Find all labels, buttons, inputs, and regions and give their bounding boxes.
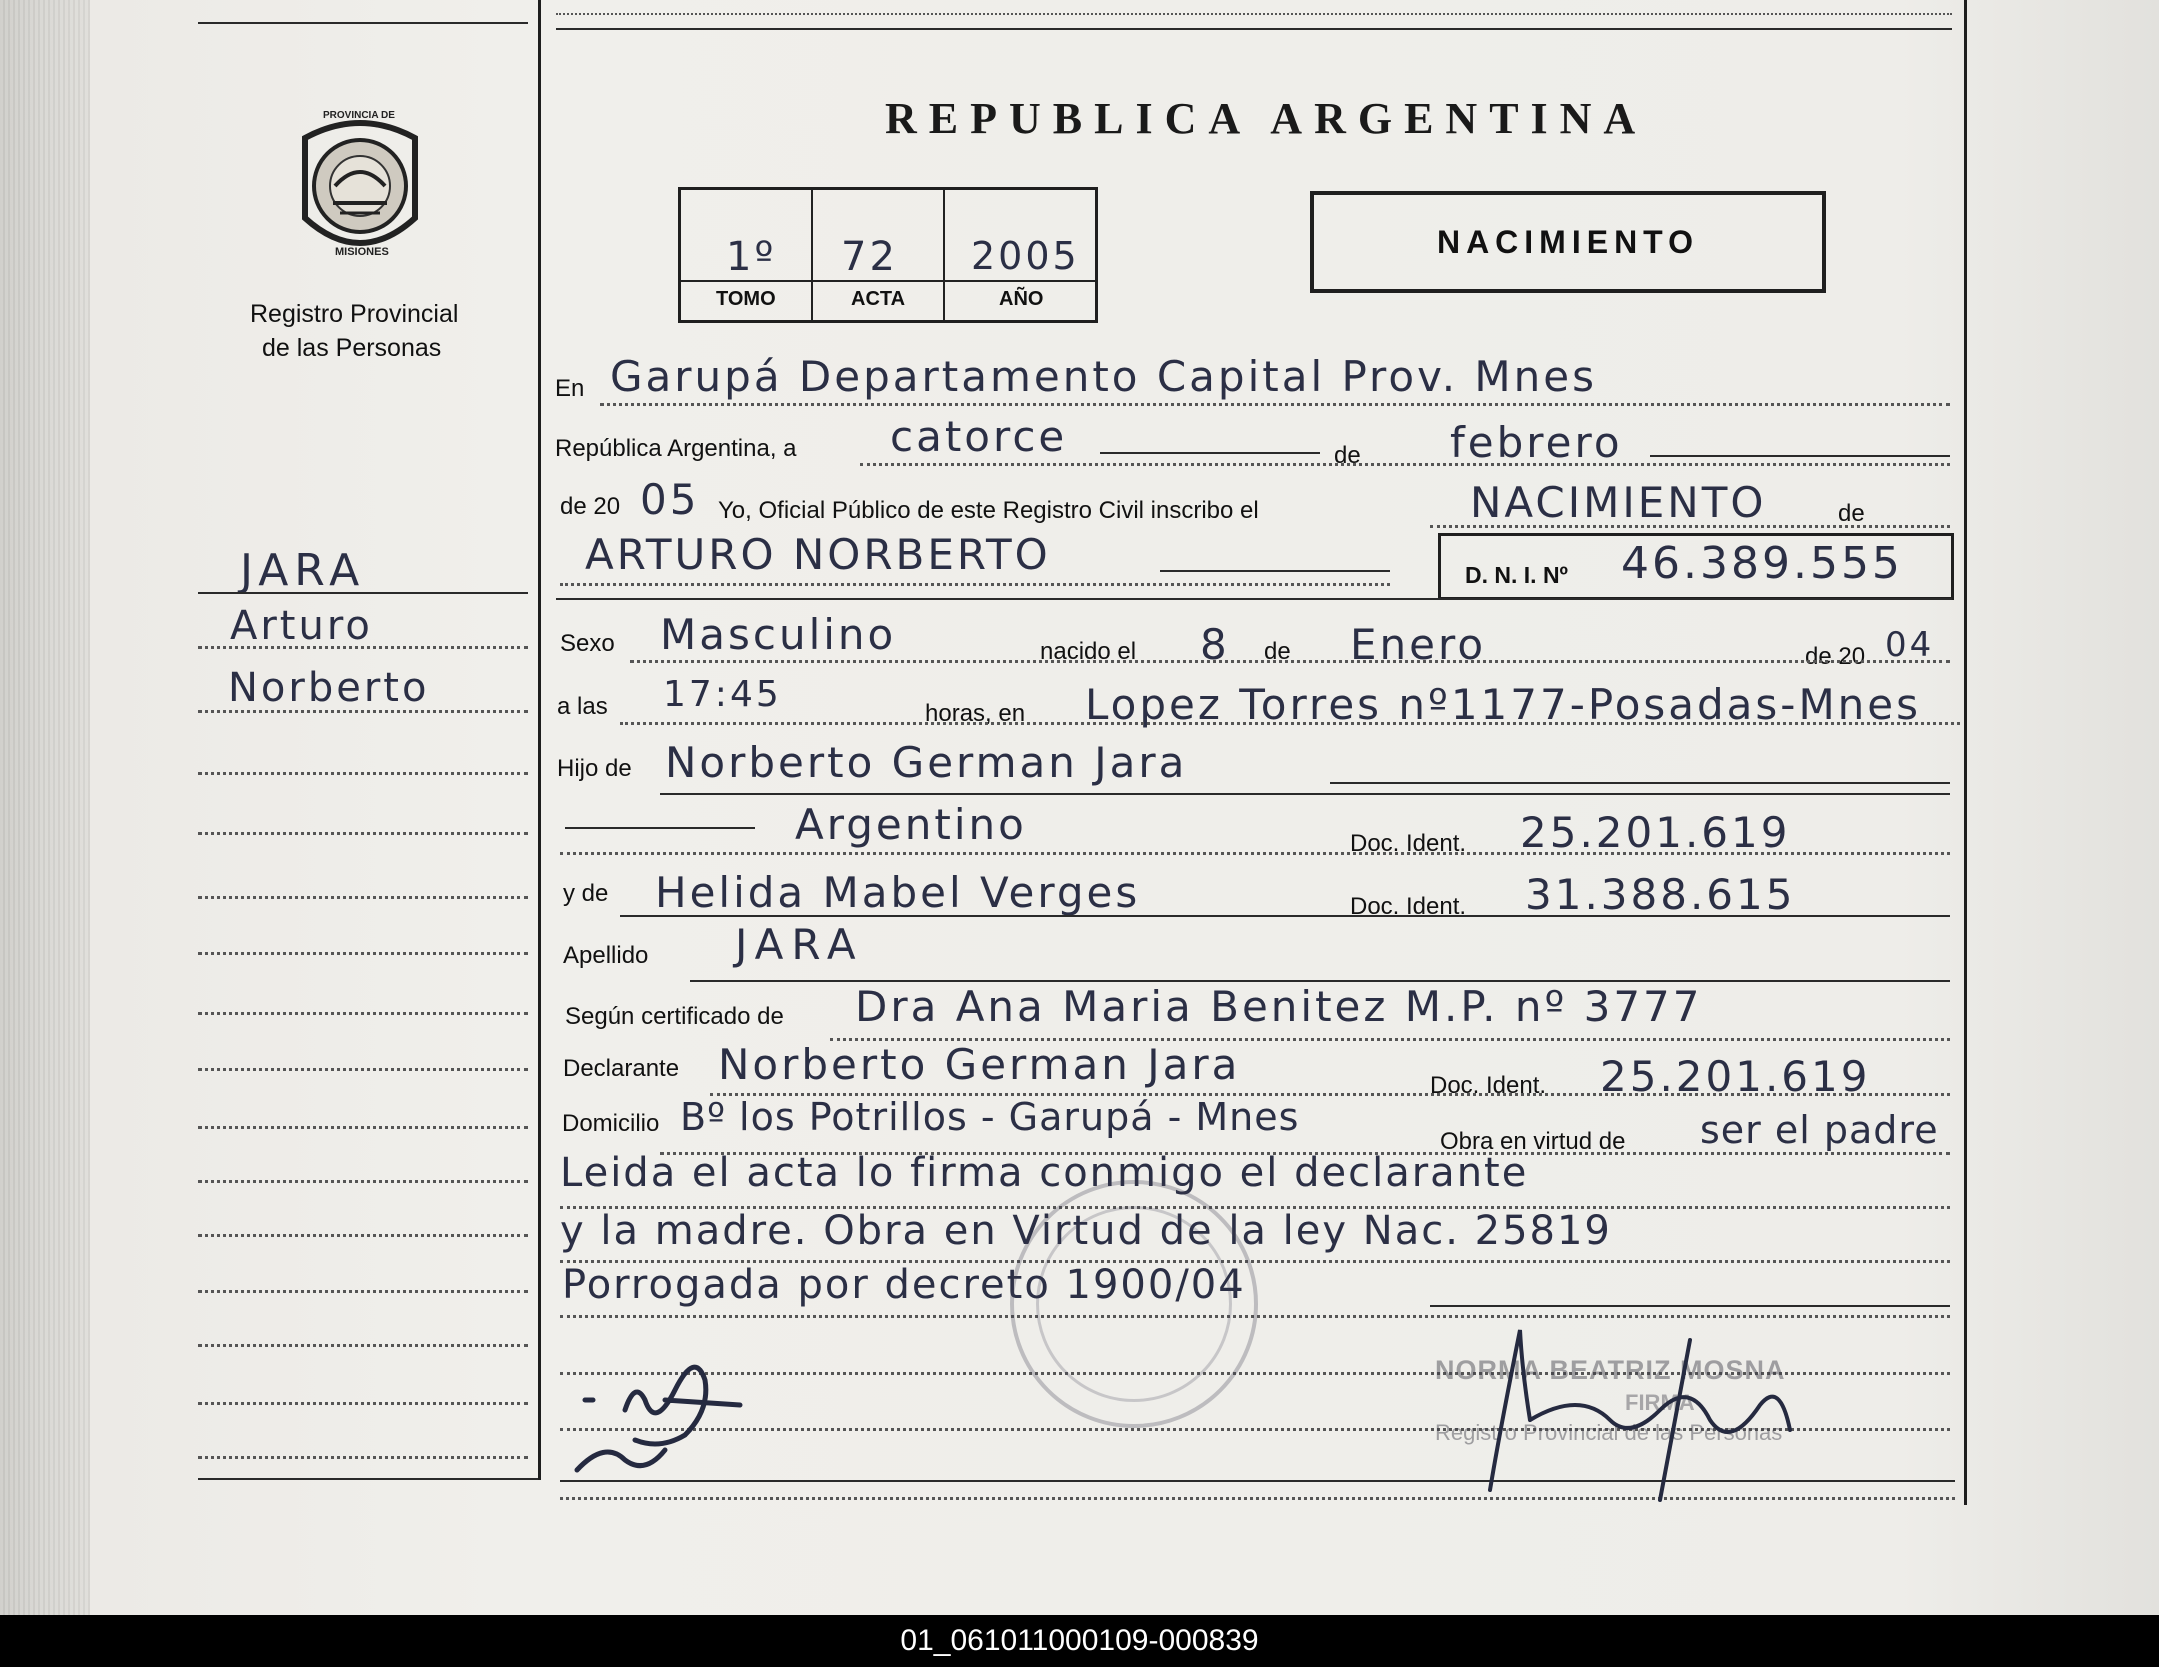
margin-dotted-line	[198, 1344, 528, 1347]
form-dotted-line	[560, 583, 1390, 586]
obra-value: ser el padre	[1700, 1108, 1939, 1152]
margin-dotted-line	[198, 832, 528, 835]
notes-line-1: Leida el acta lo firma conmigo el declarante	[560, 1150, 1529, 1196]
dni-value: 46.389.555	[1621, 538, 1903, 589]
alas-label: a las	[557, 693, 608, 720]
month-value: febrero	[1450, 418, 1623, 467]
nationality-value: Argentino	[795, 800, 1027, 849]
declarant-signature	[565, 1340, 765, 1480]
de-label: de	[1838, 500, 1865, 527]
mother-doc-value: 31.388.615	[1525, 870, 1796, 919]
stamp-inner-ring	[1036, 1206, 1232, 1402]
notes-line-3: Porrogada por decreto 1900/04	[562, 1262, 1246, 1308]
father-doc-value: 25.201.619	[1520, 808, 1791, 857]
dni-label: D. N. I. Nº	[1465, 562, 1568, 588]
right-border	[1964, 0, 1967, 1505]
doc-ident-label: Doc. Ident.	[1350, 893, 1467, 920]
declarant-doc-value: 25.201.619	[1600, 1052, 1871, 1101]
margin-first-name: Arturo	[230, 603, 373, 649]
de-label: de	[1334, 442, 1361, 469]
declarant-name-value: Norberto German Jara	[718, 1040, 1241, 1089]
official-name-stamp: NORMA BEATRIZ MOSNA	[1435, 1355, 1786, 1385]
certifier-value: Dra Ana Maria Benitez M.P. nº 3777	[855, 982, 1703, 1031]
margin-dotted-line	[198, 1012, 528, 1015]
dni-box	[1438, 533, 1954, 600]
form-rule	[660, 793, 1950, 795]
official-registry-stamp: Registro Provincial de las Personas	[1435, 1420, 1783, 1445]
nationality-prefix-rule	[565, 827, 755, 829]
margin-dotted-line	[198, 1234, 528, 1237]
margin-dotted-line	[198, 1402, 528, 1405]
day-value: catorce	[890, 412, 1068, 461]
yde-label: y de	[563, 880, 609, 907]
right-top-dotted-rule	[556, 13, 1952, 15]
margin-dotted-line	[198, 772, 528, 775]
record-box-divider	[943, 190, 945, 320]
form-dotted-line	[1430, 525, 1950, 528]
republica-label: República Argentina, a	[555, 435, 797, 462]
mother-name-value: Helida Mabel Verges	[655, 868, 1141, 917]
margin-dotted-line	[198, 1180, 528, 1183]
domicilio-value: Bº los Potrillos - Garupá - Mnes	[680, 1095, 1300, 1139]
acta-label: ACTA	[851, 288, 906, 310]
misiones-coat-of-arms-seal	[285, 108, 435, 268]
margin-second-name: Norberto	[228, 665, 430, 711]
official-signature	[1460, 1310, 1810, 1510]
nacido-label: nacido el	[1040, 638, 1137, 665]
form-dotted-line	[560, 852, 1950, 855]
margin-dotted-line	[198, 896, 528, 899]
form-dotted-line	[600, 403, 1950, 406]
anio-value: 2005	[971, 234, 1080, 278]
margin-dotted-line	[198, 646, 528, 649]
domicilio-label: Domicilio	[562, 1110, 660, 1137]
margin-rule	[198, 592, 528, 594]
sexo-label: Sexo	[560, 630, 615, 657]
apellido-label: Apellido	[563, 942, 649, 969]
doc-ident-label: Doc. Ident.	[1350, 830, 1467, 857]
right-top-rule	[556, 28, 1952, 30]
margin-dotted-line	[198, 1126, 528, 1129]
horas-label: horas, en	[925, 700, 1026, 727]
seal-bottom-text: MISIONES	[335, 246, 389, 258]
left-top-rule	[198, 22, 528, 24]
form-rule	[620, 915, 1950, 917]
birth-month-value: Enero	[1350, 620, 1487, 669]
record-box-divider	[811, 190, 813, 320]
official-title-stamp: FIRMA	[1625, 1390, 1695, 1415]
registry-name-line2: de las Personas	[262, 334, 442, 362]
registry-name-line1: Registro Provincial	[250, 300, 459, 328]
form-dotted-line	[860, 463, 1950, 466]
record-type-box	[1310, 191, 1826, 293]
form-dotted-line	[630, 660, 1950, 663]
year-prefix-label: de 20	[560, 493, 621, 520]
obra-label: Obra en virtud de	[1440, 1128, 1626, 1155]
record-number-box	[678, 187, 1098, 323]
apellido-value: JARA	[735, 920, 864, 969]
birth-day-value: 8	[1200, 620, 1230, 669]
record-box-label-rule	[681, 280, 1095, 282]
margin-dotted-line	[198, 710, 528, 713]
registry-round-stamp	[1010, 1180, 1258, 1428]
father-fill-rule	[1330, 782, 1950, 784]
de-label: de	[1264, 638, 1291, 665]
record-type-label: NACIMIENTO	[1436, 223, 1700, 260]
margin-dotted-line	[198, 952, 528, 955]
margin-bottom-rule	[198, 1478, 538, 1480]
form-dotted-line	[620, 722, 1960, 725]
margin-dotted-line	[198, 1456, 528, 1459]
act-type-value: NACIMIENTO	[1470, 478, 1767, 527]
en-label: En	[555, 375, 585, 402]
hijo-label: Hijo de	[557, 755, 632, 782]
name-fill-rule	[1160, 570, 1390, 572]
birth-year-suffix-value: 04	[1885, 625, 1935, 665]
registered-name-value: ARTURO NORBERTO	[585, 530, 1051, 579]
year-suffix-value: 05	[640, 475, 700, 524]
father-name-value: Norberto German Jara	[665, 738, 1188, 787]
seal-top-text: PROVINCIA DE	[323, 110, 395, 121]
tomo-value: 1º	[726, 234, 777, 280]
place-value: Garupá Departamento Capital Prov. Mnes	[610, 352, 1597, 401]
inscribe-text: Yo, Oficial Público de este Registro Civil inscribo el	[718, 497, 1259, 524]
anio-label: AÑO	[999, 288, 1044, 310]
margin-surname: JARA	[240, 545, 366, 596]
birth-time-value: 17:45	[663, 674, 782, 715]
notes-line-2: y la madre. Obra en Virtud de la ley Nac. 25819	[560, 1208, 1612, 1254]
document-title: REPUBLICA ARGENTINA	[885, 94, 1648, 143]
form-section-rule	[556, 598, 1952, 600]
declarante-label: Declarante	[563, 1055, 680, 1082]
margin-dotted-line	[198, 1290, 528, 1293]
sexo-value: Masculino	[660, 610, 897, 659]
segun-label: Según certificado de	[565, 1003, 784, 1030]
birth-place-value: Lopez Torres nº1177-Posadas-Mnes	[1085, 680, 1922, 729]
book-page-edges	[0, 0, 90, 1615]
doc-ident-label: Doc. Ident.	[1430, 1072, 1547, 1099]
margin-dotted-line	[198, 1068, 528, 1071]
month-fill-rule	[1650, 455, 1950, 457]
file-id-footer: 01_061011000109-000839	[0, 1615, 2159, 1667]
day-fill-rule	[1100, 452, 1320, 454]
tomo-label: TOMO	[716, 288, 776, 310]
notes-fill-rule	[1430, 1305, 1950, 1307]
margin-column-divider	[538, 0, 541, 1480]
year-prefix-label: de 20	[1805, 643, 1866, 670]
acta-value: 72	[841, 234, 898, 280]
